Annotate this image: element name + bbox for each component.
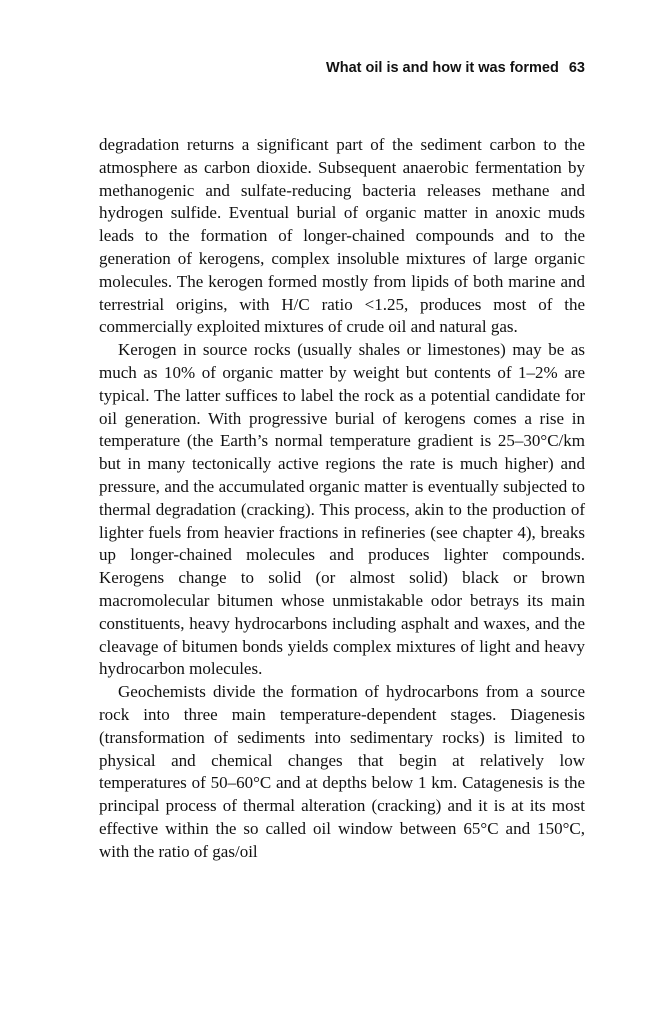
paragraph-kerogen: Kerogen in source rocks (usually shales or limestones) may be as much as 10% of organic matter by weight but contents of 1–2% are typical. The latter suffices to label the rock as a potential candidate for oil generation. With progressive burial of kerogens comes a rise in temperature (the Earth’s normal temperature gradient is 25–30°C/km but in many tectonically active regions the rate is much higher) and pressure, and the accumulated organic matter is eventually subjected to thermal degradation (cracking). This process, akin to the production of lighter fuels from heavier fractions in refineries (see chapter 4), breaks up longer-chained molecules and produces lighter compounds. Kerogens change to solid (or almost solid) black or brown macromolecular bitumen whose unmistakable odor betrays its main constituents, heavy hydrocarbons including asphalt and waxes, and the cleavage of bitumen bonds yields complex mixtures of light and heavy hydrocarbon molecules. <box>99 340 585 679</box>
chapter-title: What oil is and how it was formed <box>326 60 559 76</box>
running-header <box>99 58 585 78</box>
body-text <box>99 134 585 864</box>
paragraph-continued: degradation returns a significant part of the sediment carbon to the atmosphere as carbon dioxide. Subsequent anaerobic fermentation by methanogenic and sulfate-reducing bacteria releases methane and hydrogen sulfide. Eventual burial of organic matter in anoxic muds leads to the formation of longer-chained compounds and to the generation of kerogens, complex insoluble mixtures of large organic molecules. The kerogen formed mostly from lipids of both marine and terrestrial origins, with H/C ratio <1.25, produces most of the commercially exploited mixtures of crude oil and natural gas. <box>99 135 585 337</box>
paragraph-geochemists: Geochemists divide the formation of hydrocarbons from a source rock into three main temperature-dependent stages. Diagenesis (transformation of sediments into sedimentary rocks) is limited to physical and chemical changes that begin at relatively low temperatures of 50–60°C and at depths below 1 km. Catagenesis is the principal process of thermal alteration (cracking) and it is at its most effective within the so called oil window between 65°C and 150°C, with the ratio of gas/oil <box>99 682 585 861</box>
page-number: 63 <box>568 60 585 76</box>
